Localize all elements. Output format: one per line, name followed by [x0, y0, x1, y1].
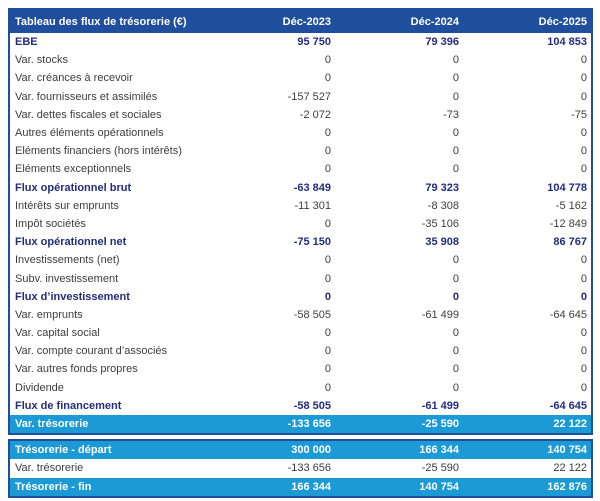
- row-label: Var. emprunts: [15, 308, 83, 321]
- table-row: [10, 160, 591, 178]
- table-row: [10, 415, 591, 433]
- row-label: Var. trésorerie: [15, 418, 89, 431]
- row-value-dec-2023: 0: [324, 72, 331, 85]
- row-value-dec-2024: 166 344: [419, 444, 459, 457]
- row-value-dec-2024: 0: [452, 363, 459, 376]
- table-row: [10, 269, 591, 287]
- row-label: EBE: [15, 36, 38, 49]
- row-label: Var. trésorerie: [15, 462, 84, 475]
- row-value-dec-2024: 35 908: [425, 236, 459, 249]
- row-value-dec-2023: 0: [324, 345, 331, 358]
- row-value-dec-2024: 0: [452, 290, 459, 303]
- row-label: Var. dettes fiscales et sociales: [15, 108, 162, 121]
- row-value-dec-2024: 79 396: [425, 36, 459, 49]
- table-row: [10, 288, 591, 306]
- table-row: [10, 33, 591, 51]
- row-value-dec-2024: 0: [452, 127, 459, 140]
- row-value-dec-2025: 162 876: [547, 480, 587, 493]
- table-row: [10, 233, 591, 251]
- row-value-dec-2023: 0: [324, 217, 331, 230]
- row-value-dec-2024: 0: [452, 345, 459, 358]
- row-value-dec-2025: 0: [580, 90, 587, 103]
- row-label: Flux opérationnel net: [15, 236, 127, 249]
- table-row: [10, 88, 591, 106]
- row-value-dec-2025: -5 162: [555, 199, 587, 212]
- table-row: [10, 306, 591, 324]
- row-value-dec-2023: 0: [324, 254, 331, 267]
- row-value-dec-2025: 0: [580, 290, 587, 303]
- table-row: [10, 179, 591, 197]
- cashflow-table-body: [10, 33, 591, 433]
- row-value-dec-2023: 0: [324, 327, 331, 340]
- row-label: Var. autres fonds propres: [15, 363, 138, 376]
- row-value-dec-2024: 140 754: [419, 480, 459, 493]
- row-value-dec-2025: 22 122: [553, 418, 587, 431]
- row-value-dec-2025: 104 778: [547, 181, 587, 194]
- column-header-dec-2023: Déc-2023: [282, 15, 331, 28]
- row-value-dec-2023: 0: [324, 381, 331, 394]
- row-value-dec-2024: -35 106: [421, 217, 459, 230]
- row-value-dec-2025: 0: [580, 363, 587, 376]
- table-header-row: [10, 10, 591, 33]
- row-value-dec-2023: -63 849: [293, 181, 331, 194]
- row-label: Autres éléments opérationnels: [15, 127, 164, 140]
- row-value-dec-2025: -64 645: [549, 308, 587, 321]
- treasury-summary-table: [8, 439, 593, 498]
- row-label: Var. fournisseurs et assimilés: [15, 90, 158, 103]
- row-value-dec-2024: 0: [452, 72, 459, 85]
- row-value-dec-2023: -2 072: [299, 108, 331, 121]
- row-label: Subv. investissement: [15, 272, 119, 285]
- row-value-dec-2025: 0: [580, 54, 587, 67]
- row-label: Eléments financiers (hors intérêts): [15, 145, 182, 158]
- row-value-dec-2025: 0: [580, 327, 587, 340]
- row-value-dec-2025: 0: [580, 345, 587, 358]
- table-row: [10, 215, 591, 233]
- row-value-dec-2024: 0: [452, 272, 459, 285]
- row-label: Var. compte courant d’associés: [15, 345, 168, 358]
- table-row: [10, 106, 591, 124]
- row-value-dec-2025: -12 849: [549, 217, 587, 230]
- row-value-dec-2025: 0: [580, 72, 587, 85]
- row-value-dec-2024: -61 499: [421, 399, 459, 412]
- table-row: [10, 69, 591, 87]
- table-row: [10, 459, 591, 477]
- row-label: Var. créances à recevoir: [15, 72, 133, 85]
- row-value-dec-2025: 0: [580, 272, 587, 285]
- row-value-dec-2025: 104 853: [547, 36, 587, 49]
- table-row: [10, 51, 591, 69]
- row-value-dec-2023: -75 150: [293, 236, 331, 249]
- row-value-dec-2023: 0: [324, 272, 331, 285]
- treasury-table-body: [10, 441, 591, 496]
- row-label: Flux de financement: [15, 399, 122, 412]
- row-label: Trésorerie - départ: [15, 444, 112, 457]
- row-value-dec-2024: 0: [452, 254, 459, 267]
- row-value-dec-2025: 0: [580, 254, 587, 267]
- row-value-dec-2024: -73: [443, 108, 459, 121]
- table-title: Tableau des flux de trésorerie (€): [15, 15, 187, 28]
- table-row: [10, 360, 591, 378]
- row-value-dec-2023: 0: [324, 127, 331, 140]
- row-label: Flux d’investissement: [15, 290, 130, 303]
- row-value-dec-2025: 0: [580, 163, 587, 176]
- row-label: Dividende: [15, 381, 64, 394]
- row-value-dec-2023: 0: [324, 290, 331, 303]
- row-value-dec-2024: 0: [452, 54, 459, 67]
- row-label: Var. capital social: [15, 327, 100, 340]
- row-label: Impôt sociétés: [15, 217, 86, 230]
- table-row: [10, 324, 591, 342]
- row-value-dec-2024: 0: [452, 381, 459, 394]
- row-label: Eléments exceptionnels: [15, 163, 132, 176]
- column-header-dec-2025: Déc-2025: [538, 15, 587, 28]
- table-row: [10, 397, 591, 415]
- table-row: [10, 124, 591, 142]
- row-value-dec-2023: 0: [324, 363, 331, 376]
- row-value-dec-2025: 140 754: [547, 444, 587, 457]
- row-value-dec-2023: 0: [324, 145, 331, 158]
- row-value-dec-2023: 0: [324, 54, 331, 67]
- row-value-dec-2025: 0: [580, 381, 587, 394]
- table-row: [10, 251, 591, 269]
- table-row: [10, 478, 591, 496]
- table-row: [10, 342, 591, 360]
- row-value-dec-2023: -133 656: [287, 418, 331, 431]
- row-value-dec-2023: -11 301: [294, 199, 331, 212]
- row-value-dec-2024: -61 499: [421, 308, 459, 321]
- row-value-dec-2025: 86 767: [553, 236, 587, 249]
- table-row: [10, 379, 591, 397]
- row-value-dec-2023: -157 527: [287, 90, 331, 103]
- cashflow-table: [8, 8, 593, 435]
- row-value-dec-2023: -58 505: [293, 308, 331, 321]
- row-label: Investissements (net): [15, 254, 120, 267]
- row-value-dec-2025: -64 645: [549, 399, 587, 412]
- row-value-dec-2023: 0: [324, 163, 331, 176]
- row-value-dec-2024: 0: [452, 163, 459, 176]
- row-label: Intérêts sur emprunts: [15, 199, 119, 212]
- row-label: Flux opérationnel brut: [15, 181, 132, 194]
- row-label: Trésorerie - fin: [15, 480, 92, 493]
- row-value-dec-2024: 0: [452, 327, 459, 340]
- row-value-dec-2025: 22 122: [553, 462, 587, 475]
- table-row: [10, 441, 591, 459]
- row-value-dec-2025: 0: [580, 145, 587, 158]
- row-value-dec-2024: 0: [452, 145, 459, 158]
- row-value-dec-2024: -25 590: [421, 462, 459, 475]
- row-value-dec-2023: -58 505: [293, 399, 331, 412]
- row-label: Var. stocks: [15, 54, 68, 67]
- column-header-dec-2024: Déc-2024: [410, 15, 459, 28]
- row-value-dec-2024: -8 308: [427, 199, 459, 212]
- table-row: [10, 197, 591, 215]
- row-value-dec-2024: 79 323: [425, 181, 459, 194]
- row-value-dec-2023: 95 750: [297, 36, 331, 49]
- row-value-dec-2025: 0: [580, 127, 587, 140]
- table-row: [10, 142, 591, 160]
- row-value-dec-2023: -133 656: [287, 462, 331, 475]
- row-value-dec-2025: -75: [571, 108, 587, 121]
- row-value-dec-2023: 300 000: [291, 444, 331, 457]
- row-value-dec-2024: 0: [452, 90, 459, 103]
- row-value-dec-2024: -25 590: [421, 418, 459, 431]
- row-value-dec-2023: 166 344: [291, 480, 331, 493]
